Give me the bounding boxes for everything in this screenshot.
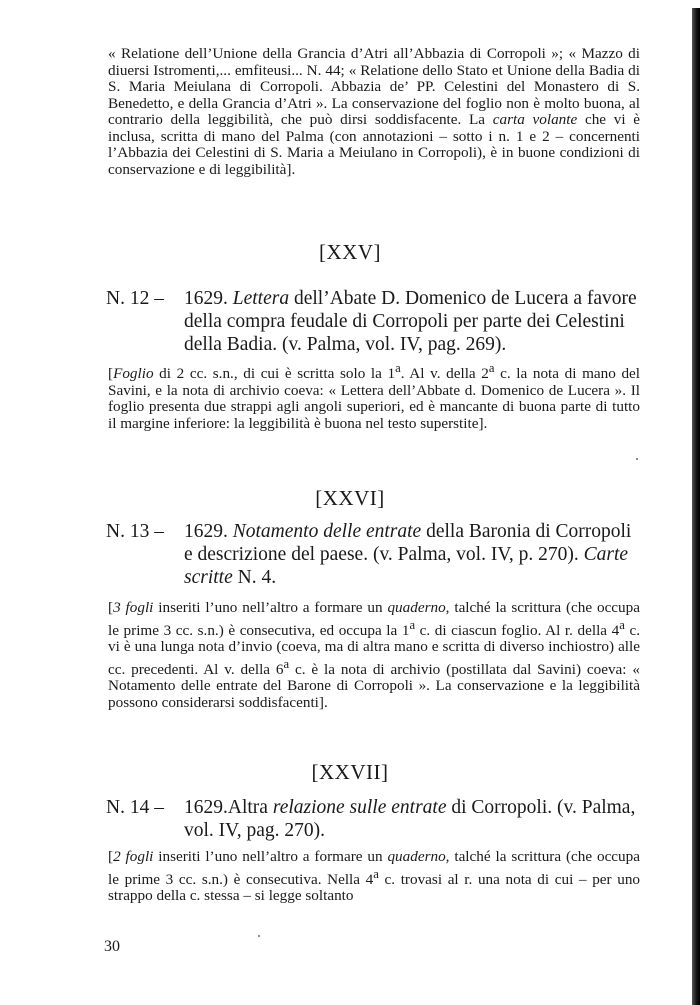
page-number: 30 [104,938,120,955]
entry-number: N. 13 – [106,521,169,542]
paper-speck [258,935,260,937]
section-heading-xxv: [XXV] [319,240,381,264]
entry-note-n13: [3 fogli inseriti l’uno nell’altro a formare un quaderno, talché la scrittura (che occupa le prime 3 cc. s.n.) è consecutiva, ed occupa la 1$^a$ c. di ciascun foglio. Al r. della 4$^a$ c. vi è una lunga nota d’invio (coeva, ma di altra mano e scritta di diverso inchiostro) alle cc. precedenti. Al v. della 6$^a$ c. è la nota di archivio (postillata dal Savini) coeva: « Notamento delle entrate del Barone di Corropoli ». La conservazione e la leggibilità possono considerarsi soddisfacenti]. [108,599,640,711]
entry-n13 [106,520,642,589]
entry-number: N. 14 – [106,797,169,818]
entry-n14 [106,796,642,842]
intro-paragraph: « Relatione dell’Unione della Grancia d’Atri all’Abbazia di Corropoli »; « Mazzo di diuersi Istromenti,... emfiteusi... N. 44; « Relatione dello Stato et Unione della Badia di S. Maria Meiulana di Corropoli. Abbazia de’ PP. Celestini del Monastero di S. Benedetto, e della Grancia d’Atri ». La conservazione del foglio non è molto buona, al contrario della leggibilità, che può dirsi soddisfacente. La carta volante che vi è inclusa, scritta di mano del Palma (con annotazioni – sotto i n. 1 e 2 – concernenti l’Abbazia dei Celestini di S. Maria a Meiulano in Corropoli), è in buone condizioni di conservazione e di leggibilità]. [108,45,641,178]
entry-n12 [106,287,642,356]
entry-note-n12: [Foglio di 2 cc. s.n., di cui è scritta solo la 1$^a$. Al v. della 2$^a$ c. la nota di mano del Savini, e la nota di archivio coeva: « Lettera dell’Abbate d. Domenico de Lucera ». Il foglio presenta due strappi agli angoli superiori, ed è mancante di buona parte di tutto il margine inferiore: la leggibilità è buona nel testo superstite]. [108,361,640,432]
entry-title: 1629. Lettera dell’Abate D. Domenico de Lucera a favore della compra feudale di Corropoli per parte dei Celestini della Badia. (v. Palma, vol. IV, pag. 269). [184,288,637,355]
entry-title: 1629. Notamento delle entrate della Baronia di Corropoli e descrizione del paese. (v. Palma, vol. IV, p. 270). Carte scritte N. 4. [184,521,632,588]
entry-number: N. 12 – [106,288,169,309]
section-heading-xxvii: [XXVII] [311,760,389,784]
book-spine-shadow [692,8,700,1005]
section-heading-xxvi: [XXVI] [315,486,385,510]
entry-note-n14: [2 fogli inseriti l’uno nell’altro a formare un quaderno, talché la scrittura (che occupa le prime 3 cc. s.n.) è consecutiva. Nella 4$^a$ c. trovasi al r. una nota di cui – per uno strappo della c. stessa – si legge soltanto [108,848,641,905]
paper-speck [636,458,638,460]
entry-title: 1629.Altra relazione sulle entrate di Corropoli. (v. Palma, vol. IV, pag. 270). [184,797,636,841]
